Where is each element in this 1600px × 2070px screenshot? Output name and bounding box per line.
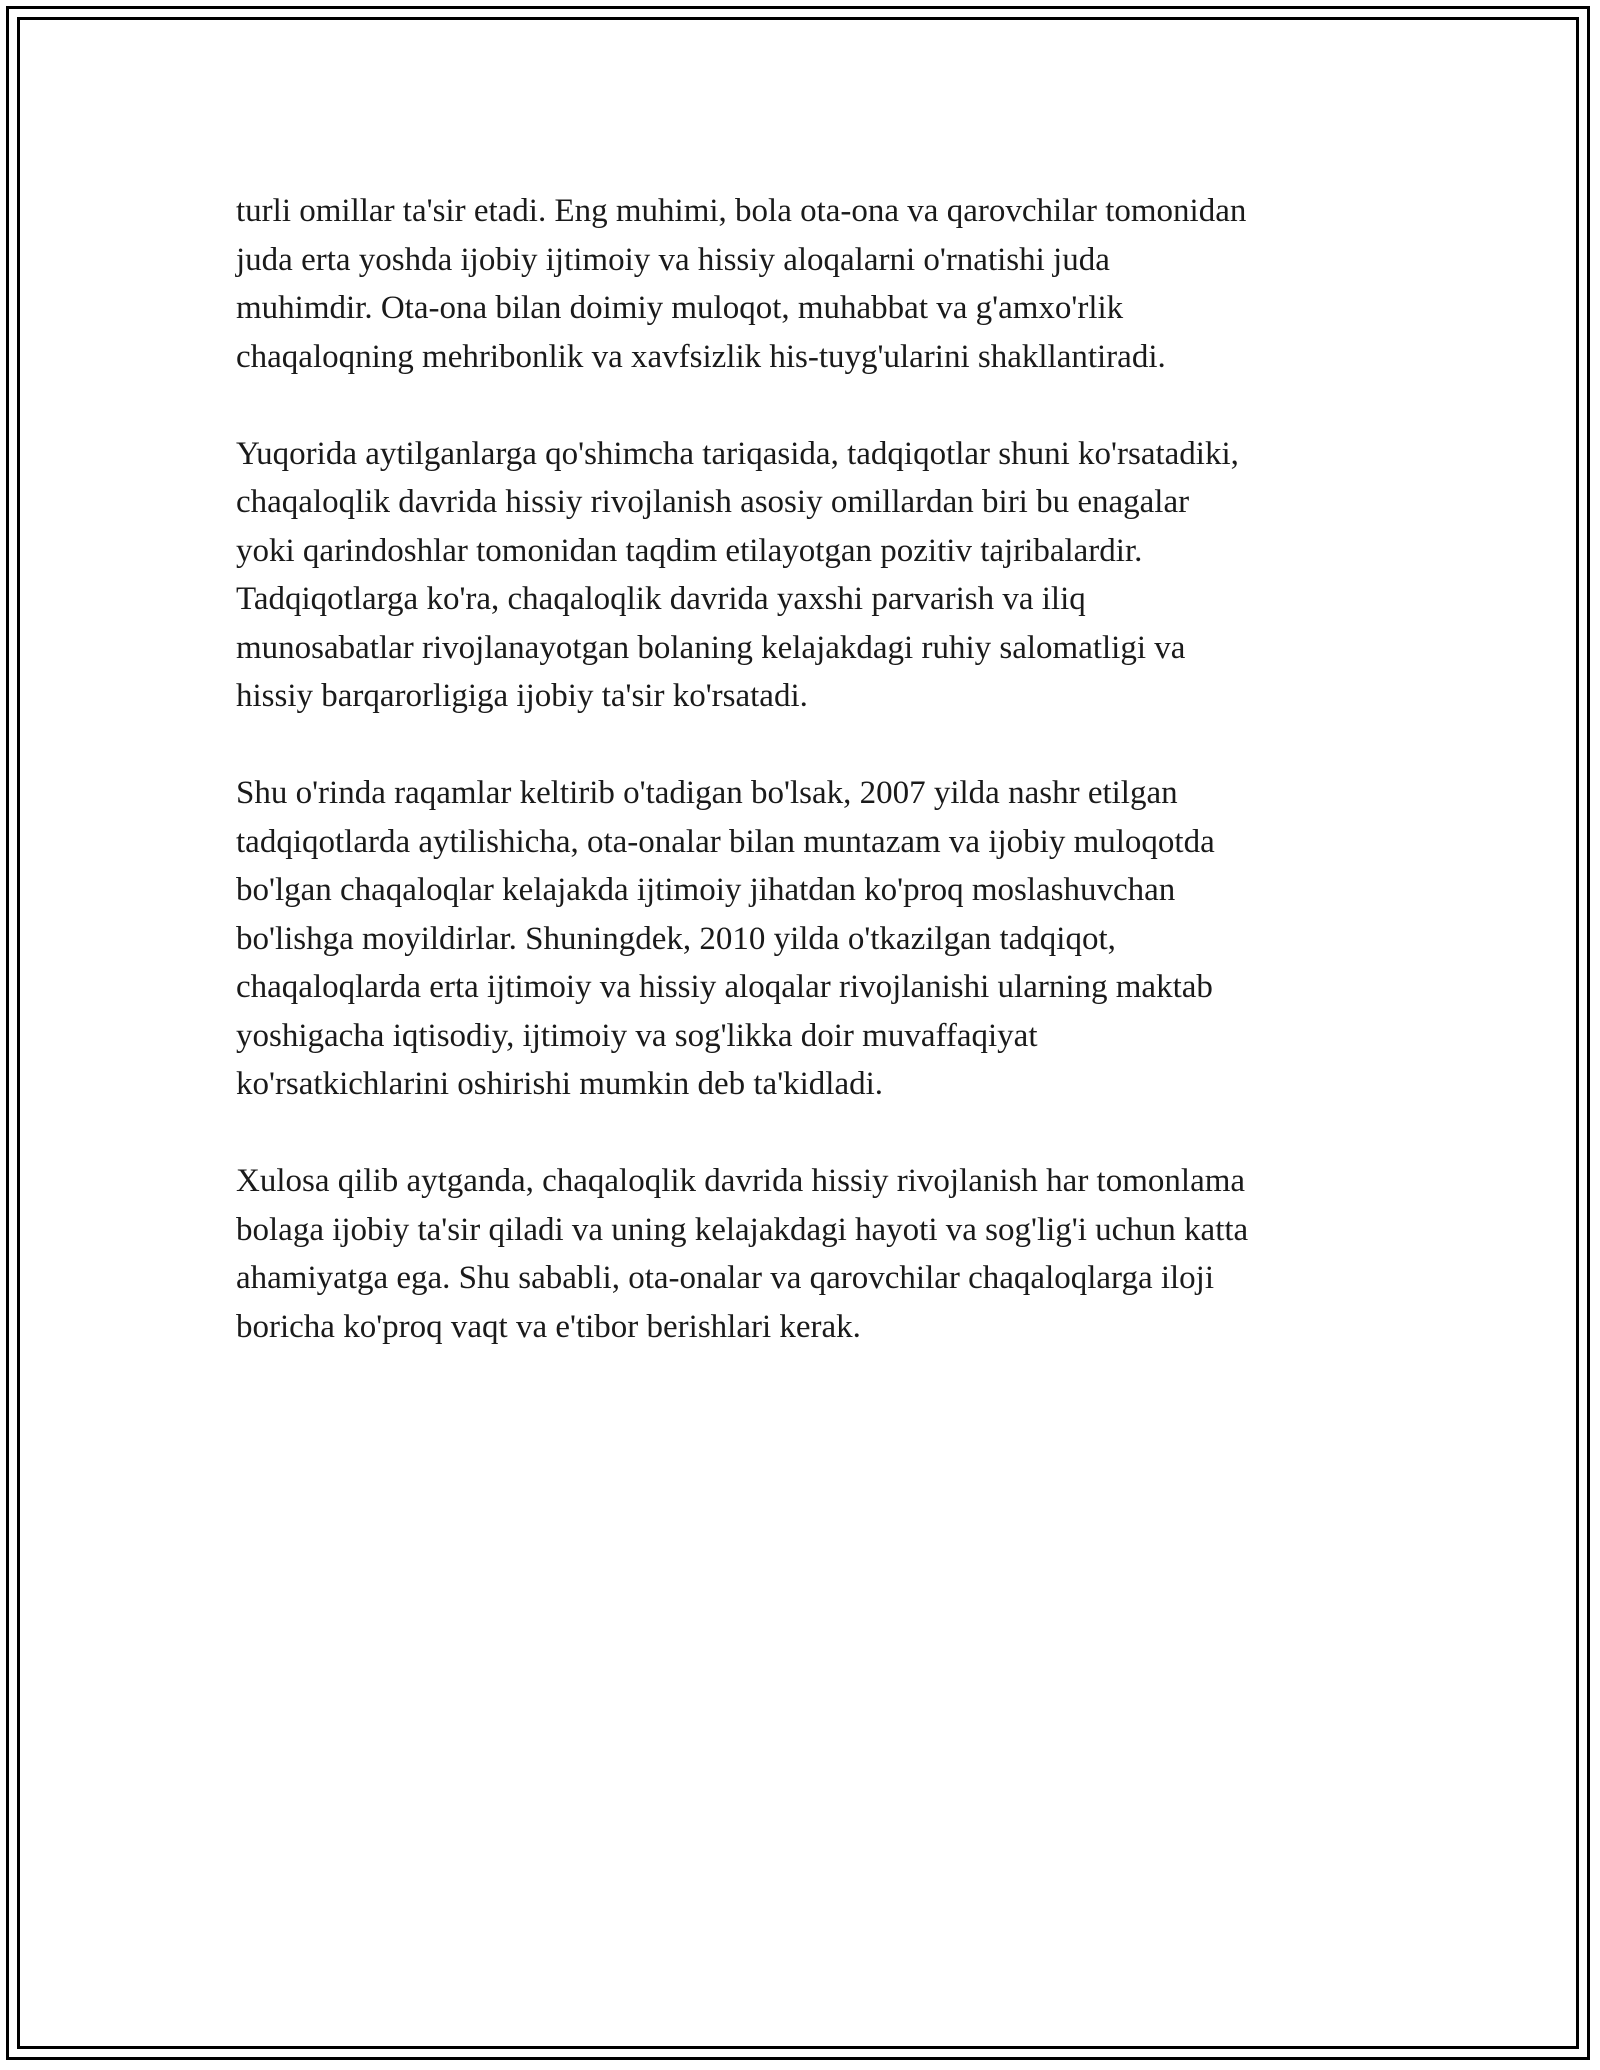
paragraph-3: Shu o'rinda raqamlar keltirib o'tadigan bo'lsak, 2007 yilda nashr etilgan tadqiqotlarda aytilishicha, ota-onalar bilan muntazam va ijobiy muloqotda bo'lgan chaqaloqlar kelajakda ijtimoiy jihatdan ko'proq moslashuvchan bo'lishga moyildirlar. Shuningdek, 2010 yilda o'tkazilgan tadqiqot, chaqaloqlarda erta ijtimoiy va hissiy aloqalar rivojlanishi ularning maktab yoshigacha iqtisodiy, ijtimoiy va sog'likka doir muvaffaqiyat ko'rsatkichlarini oshirishi mumkin deb ta'kidladi.: [236, 775, 1215, 1102]
paragraph-4: Xulosa qilib aytganda, chaqaloqlik davrida hissiy rivojlanish har tomonlama bolaga ijobiy ta'sir qiladi va uning kelajakdagi hayoti va sog'lig'i uchun katta ahamiyatga ega. Shu sababli, ota-onalar va qarovchilar chaqaloqlarga iloji boricha ko'proq vaqt va e'tibor berishlari kerak.: [236, 1163, 1249, 1345]
document-body: [236, 187, 1386, 1400]
paragraph-1: turli omillar ta'sir etadi. Eng muhimi, bola ota-ona va qarovchilar tomonidan juda erta yoshda ijobiy ijtimoiy va hissiy aloqalarni o'rnatishi juda muhimdir. Ota-ona bilan doimiy muloqot, muhabbat va g'amxo'rlik chaqaloqning mehribonlik va xavfsizlik his-tuyg'ularini shakllantiradi.: [236, 193, 1247, 375]
paragraph-2: Yuqorida aytilganlarga qo'shimcha tariqasida, tadqiqotlar shuni ko'rsatadiki, chaqaloqlik davrida hissiy rivojlanish asosiy omillardan biri bu enagalar yoki qarindoshlar tomonidan taqdim etilayotgan pozitiv tajribalardir. Tadqiqotlarga ko'ra, chaqaloqlik davrida yaxshi parvarish va iliq munosabatlar rivojlanayotgan bolaning kelajakdagi ruhiy salomatligi va hissiy barqarorligiga ijobiy ta'sir ko'rsatadi.: [236, 435, 1239, 714]
